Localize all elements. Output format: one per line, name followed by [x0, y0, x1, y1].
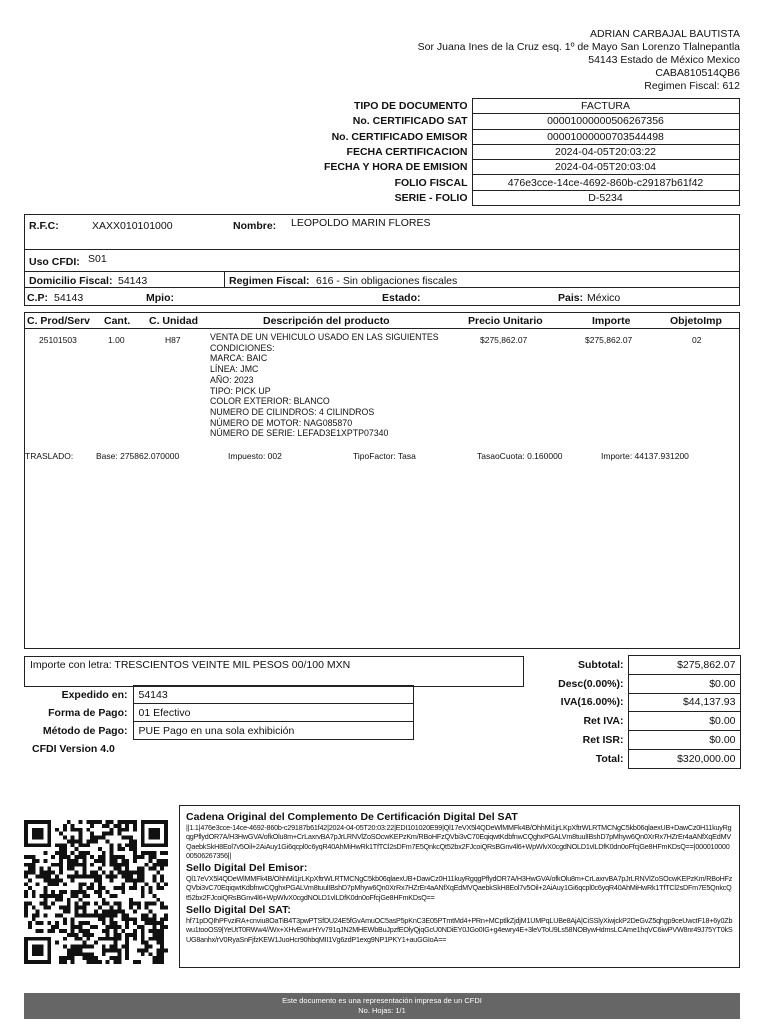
payment-row — [30, 722, 413, 740]
concept-description — [210, 332, 439, 439]
traslado-base: Base: 275862.070000 — [96, 451, 180, 461]
description-line: NUMERO DE CILINDROS: 4 CILINDROS — [210, 406, 375, 417]
description-line: TIPO: PICK UP — [210, 385, 271, 396]
issuer-address-line-1: Sor Juana Ines de la Cruz esq. 1º de Mayo San Lorenzo Tlalnepantla — [417, 41, 740, 53]
uso-cfdi-label: Uso CFDI: — [29, 256, 80, 268]
header-objetoimp: ObjetoImp — [670, 315, 722, 327]
sello-sat-text: hf71pDQIhPFvziRA+cnviu8OaTiB4T3pwPTSfDU24E5fGvAmuOC5asP5pKnC3E05PTmtMd4+PRn+MCptlkZjdjM1UMPqLUBe8AjA|CiSSlyXiwjckP2DeGvZ5qhgp9ceUwctF18+6y0Zbwu1tooOS9|YeUtT0RWw4//Wx+XHvEwurHYv791qJN2MHEWbBuJpzfEOlyQjqGcU0NDiEY0JGo0IG+g4ewry4E+3leVToU9Ls58NOBywHdmsLCAme1hqVC6iwPVW8nr49J75YT0kSUG8anhx/rV0RyaSnFjfzKEW1JuoHcr90hbqMII1Vg6zdP1exg9NP1PKY1+auGGIoA== — [186, 916, 733, 944]
totals-label: Subtotal: — [578, 658, 624, 671]
docinfo-row — [230, 144, 739, 159]
docinfo-row — [230, 190, 739, 205]
docinfo-row — [230, 129, 739, 144]
uso-cfdi-value: S01 — [88, 253, 107, 265]
footer-line-1: Este documento es una representación impresa de un CFDI — [282, 996, 482, 1005]
totals-value: $320,000.00 — [628, 749, 740, 768]
docinfo-label: FECHA Y HORA DE EMISION — [323, 161, 468, 174]
docinfo-row — [230, 160, 739, 175]
issuer-rfc: CABA810514QB6 — [655, 67, 740, 79]
footer-line-2: No. Hojas: 1/1 — [358, 1006, 406, 1015]
totals-row — [528, 749, 740, 768]
totals-label: IVA(16.00%): — [560, 696, 624, 709]
issuer-address-line-2: 54143 Estado de México Mexico — [588, 54, 740, 66]
traslado-impuesto: Impuesto: 002 — [228, 451, 282, 461]
docinfo-label: SERIE - FOLIO — [394, 191, 468, 204]
description-line: LÍNEA: JMC — [210, 364, 259, 375]
cfdi-version: CFDI Version 4.0 — [32, 743, 115, 755]
totals-row — [528, 674, 740, 693]
domicilio-value: 54143 — [118, 275, 148, 287]
header-precio: Precio Unitario — [468, 315, 543, 327]
mpio-label: Mpio: — [146, 292, 174, 304]
description-line: VENTA DE UN VEHICULO USADO EN LAS SIGUIENTES — [210, 332, 439, 342]
rfc-label: R.F.C: — [29, 220, 59, 232]
sello-sat-title: Sello Digital Del SAT: — [186, 904, 291, 917]
receptor-box — [24, 214, 740, 306]
concept-prod: 25101503 — [39, 335, 77, 345]
qr-code — [24, 818, 168, 966]
totals-value: $0.00 — [628, 674, 740, 693]
payment-row — [30, 686, 413, 704]
cp-label: C.P: — [27, 292, 48, 304]
footer-bar — [24, 993, 740, 1019]
docinfo-value: 2024-04-05T20:03:22 — [472, 144, 739, 159]
payment-label: Expedido en: — [61, 688, 128, 701]
docinfo-label: No. CERTIFICADO EMISOR — [331, 130, 468, 143]
concepts-table — [24, 312, 740, 649]
docinfo-row — [230, 175, 739, 190]
totals-label: Desc(0.00%): — [558, 677, 624, 690]
concept-objeto: 02 — [692, 335, 702, 345]
docinfo-row — [230, 114, 739, 129]
traslado-label: TRASLADO: — [25, 451, 74, 461]
totals-table — [528, 655, 741, 769]
description-line: NÚMERO DE SERIE: LEFAD3E1XPTP07340 — [210, 428, 389, 439]
docinfo-label: TIPO DE DOCUMENTO — [353, 100, 468, 113]
issuer-regimen: Regimen Fiscal: 612 — [644, 80, 740, 92]
totals-value: $275,862.07 — [628, 656, 740, 675]
concept-precio: $275,862.07 — [480, 335, 528, 345]
header-importe: Importe — [592, 315, 631, 327]
docinfo-label: No. CERTIFICADO SAT — [352, 115, 468, 128]
totals-row — [528, 656, 740, 675]
docinfo-value: 00001000000703544498 — [472, 129, 739, 144]
rfc-value: XAXX010101000 — [92, 220, 173, 232]
payment-value: PUE Pago en una sola exhibición — [133, 722, 413, 740]
totals-row — [528, 712, 740, 731]
pais-label: Pais: — [558, 292, 584, 304]
docinfo-label: FOLIO FISCAL — [394, 176, 468, 189]
regimen-label: Regimen Fiscal: — [229, 275, 310, 287]
traslado-importe: Importe: 44137.931200 — [601, 451, 689, 461]
pais-value: México — [587, 292, 621, 304]
document-info-table — [230, 98, 740, 206]
totals-value: $44,137.93 — [628, 693, 740, 712]
regimen-value: 616 - Sin obligaciones fiscales — [316, 275, 458, 287]
traslado-tasa: TasaoCuota: 0.160000 — [477, 451, 563, 461]
docinfo-value: 00001000000506267356 — [472, 114, 739, 129]
description-line: COLOR EXTERIOR: BLANCO — [210, 396, 330, 407]
payment-label: Forma de Pago: — [48, 706, 128, 719]
totals-value: $0.00 — [628, 731, 740, 750]
payment-table — [30, 685, 414, 740]
header-descripcion: Descripción del producto — [263, 315, 390, 327]
totals-value: $0.00 — [628, 712, 740, 731]
docinfo-label: FECHA CERTIFICACION — [346, 146, 468, 159]
description-line: CONDICIONES: — [210, 342, 275, 353]
docinfo-value: 476e3cce-14ce-4692-860b-c29187b61f42 — [472, 175, 739, 190]
nombre-label: Nombre: — [233, 220, 277, 232]
header-unidad: C. Unidad — [149, 315, 198, 327]
header-prod-serv: C. Prod/Serv — [27, 315, 91, 327]
cp-value: 54143 — [54, 292, 84, 304]
totals-row — [528, 731, 740, 750]
sello-emisor-title: Sello Digital Del Emisor: — [186, 862, 308, 875]
concept-unidad: H87 — [165, 335, 181, 345]
totals-label: Total: — [595, 752, 624, 765]
payment-value: 01 Efectivo — [133, 704, 413, 722]
totals-label: Ret IVA: — [583, 715, 624, 728]
docinfo-value: FACTURA — [472, 99, 739, 114]
totals-row — [528, 693, 740, 712]
estado-label: Estado: — [382, 292, 421, 304]
concepts-header — [25, 313, 739, 329]
description-line: NÚMERO DE MOTOR: NAG085870 — [210, 417, 353, 428]
traslado-tipo: TipoFactor: Tasa — [353, 451, 416, 461]
seals-box — [179, 805, 740, 968]
issuer-block — [418, 28, 740, 93]
cadena-text: ||1.1|476e3cce-14ce-4692-860b-c29187b61f42|2024-04-05T20:03:22|EDI101020E99|Ql17eVX5l4QDeWlMMFk4B/OhhMi1jrLKpXftrWLRTMCNgC5kb06qlaexUB+DawCz0H11kuyRgqgPflydOR7A/H3HwGVA/ofkOlu8m+CrLaxrvBA7pJrLRNVlZoSOcwKEPzKm/RBoHFzQVbi3vC70EqiqwtKdbfnwCQghxPGALVm8tuulIBshD7pMhyw6Qn0XrRx7HZrEr4aANfXqEdMVQaebkSkH8Eol7v5Oil+2AiAuy1Gi6qcpl0c6yqR40AhMiHwRk1TfTCl2sDFm7E5QnkcQt52bx2FJcoiQRsBGnv4l6+WpWlvX0cgdNOLD1vlLDfK0dn0oFfcjGe8HFmKDsQ==|00001000000506267356|| — [186, 823, 732, 860]
payment-label: Método de Pago: — [42, 724, 128, 737]
description-line: MARCA: BAIC — [210, 353, 268, 364]
sello-emisor-text: Ql17eVX5l4QDeWlMMFk4B/OhhMi1jrLKpXftrWLRTMCNgC5kb06qlaexUB+DawCz0H11kuyRgqgPflydOR7A/H3HwGVA/ofkOlu8m+CrLaxrvBA7pJrLRNVlZoSOcwKEPzKm/RBoHFzQVbi3vC70EqiqwtKdbfnwCQghxPGALVm8tuulIBshD7pMhyw6Qn0XrRx7HZrEr4aANfXqEdMVQaebkSkH8Eol7v5Oil+2AiAuy1Gi6qcpl0c6yqR40AhMiHwRk1TfTCl2sDFm7E5QnkcQt52bx2FJcoiQRsBGnv4l6+WpWlvX0cgdNOLD1vlLDfK0dn0oFfcjGe8HFmKDsQ== — [186, 874, 733, 902]
totals-label: Ret ISR: — [582, 734, 624, 747]
domicilio-label: Domicilio Fiscal: — [29, 275, 113, 287]
cadena-title: Cadena Original del Complemento De Certificación Digital Del SAT — [186, 811, 518, 823]
importe-con-letra: Importe con letra: TRESCIENTOS VEINTE MIL PESOS 00/100 MXN — [24, 656, 524, 687]
concept-importe: $275,862.07 — [585, 335, 633, 345]
payment-row — [30, 704, 413, 722]
description-line: AÑO: 2023 — [210, 374, 254, 385]
docinfo-row — [230, 99, 739, 114]
concept-cant: 1.00 — [108, 335, 125, 345]
nombre-value: LEOPOLDO MARIN FLORES — [291, 217, 431, 229]
docinfo-value: D-5234 — [472, 190, 739, 205]
docinfo-value: 2024-04-05T20:03:04 — [472, 160, 739, 175]
header-cant: Cant. — [104, 315, 131, 327]
issuer-name: ADRIAN CARBAJAL BAUTISTA — [590, 28, 740, 40]
payment-value: 54143 — [133, 686, 413, 704]
